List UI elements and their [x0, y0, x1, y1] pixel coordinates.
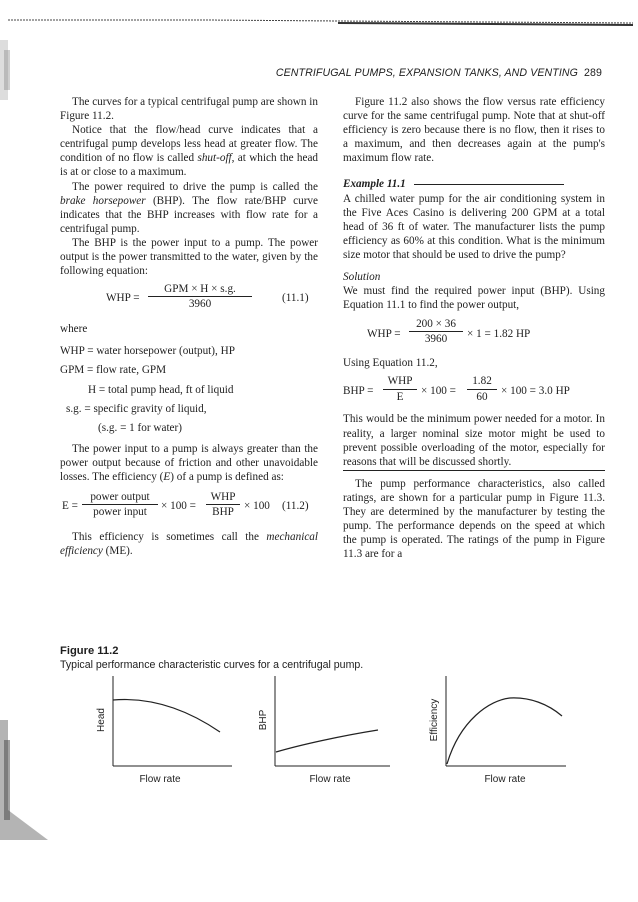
equation-number: (11.1) [282, 292, 309, 305]
where-label: where [60, 323, 88, 336]
paragraph: The pump performance characteristics, also called ratings, are shown for a particular pump in Figure 11.3. They are determined by the manufacturer by testing the pump. The performance depends on the speed at which the pump is operated. The ratings of the pump in Figure 11.3 are for a [343, 477, 605, 561]
paragraph: Notice that the flow/head curve indicates that a centrifugal pump develops less head at greater flow. The condition of no flow is called shut-off, at which the head is at or close to a maximum. [60, 124, 318, 179]
figure-caption: Typical performance characteristic curves for a centrifugal pump. [60, 659, 364, 671]
x-axis-label: Flow rate [139, 774, 181, 785]
right-column [343, 95, 605, 561]
definition-item: H = total pump head, ft of liquid [88, 383, 234, 396]
using-equation-label: Using Equation 11.2, [343, 357, 438, 370]
equation-number: (11.2) [282, 500, 309, 513]
example-text: A chilled water pump for the air conditioning system in the Five Aces Casino is delivering 200 GPM at a total head of 36 ft of water. The manufacturer lists the pump efficiency as 60% at this condition. What is the minimum size motor that should be used to drive the pump? [343, 192, 605, 261]
solution-text: We must find the required power input (BHP). Using Equation 11.1 to find the power output, [343, 285, 605, 312]
paragraph: The power input to a pump is always greater than the power output because of friction and other unavoidable losses. The efficiency (E) of a pump is defined as: [60, 442, 318, 483]
left-column [60, 95, 318, 558]
paragraph: The BHP is the power input to a pump. The power output is the power transmitted to the water, given by the following equation: [60, 236, 318, 278]
x-axis-label: Flow rate [484, 774, 526, 785]
chart-bhp [258, 676, 390, 785]
definition-item: (s.g. = 1 for water) [98, 421, 182, 434]
definition-item: WHP = water horsepower (output), HP [60, 345, 235, 358]
scan-top-rule [8, 12, 633, 26]
example-end-rule [343, 470, 605, 471]
definition-item: GPM = flow rate, GPM [60, 364, 167, 377]
bhp-curve [276, 730, 378, 752]
paragraph: This efficiency is sometimes call the mechanical efficiency (ME). [60, 531, 318, 558]
y-axis-label: Head [96, 708, 107, 732]
x-axis-label: Flow rate [309, 774, 351, 785]
figure-title: Figure 11.2 [60, 645, 119, 657]
equation-11-2: E = power output power input × 100 = WHP BHP × 100 (11.2) [62, 491, 309, 519]
paragraph: The power required to drive the pump is called the brake horsepower (BHP). The flow rate/BHP curve indicates that the BHP increases with flow rate for a centrifugal pump. [60, 180, 318, 235]
scan-edge-artifact-bottom [0, 720, 48, 840]
y-axis-label: BHP [258, 709, 269, 731]
example-heading: Example 11.1 [343, 177, 605, 191]
head-curve [113, 700, 220, 732]
calculation-whp: WHP = $\frac{200 \times 36}{3960}$ × 1 = 1.82 HP [367, 318, 531, 346]
running-head [270, 66, 602, 80]
y-axis-label: Efficiency [429, 698, 440, 742]
running-head-title: CENTRIFUGAL PUMPS, EXPANSION TANKS, AND VENTING [275, 67, 579, 79]
paragraph: This would be the minimum power needed for a motor. In reality, a larger nominal size motor might be used to prevent possible overloading of the motor, especially for reasons that will be discussed shortly. [343, 413, 605, 468]
scan-edge-artifact [0, 40, 28, 100]
chart-efficiency [429, 676, 566, 785]
calculation-bhp: BHP = WHP E × 100 = $\frac{1.82}{60}$ × 100 = 3.0 HP [343, 375, 570, 403]
definition-list [60, 344, 318, 434]
paragraph: The curves for a typical centrifugal pump are shown in Figure 11.2. [60, 96, 318, 123]
chart-head [96, 676, 232, 785]
equation-11-1: WHP = GPM × H × s.g. 3960 (11.1) [106, 283, 309, 311]
page-number: 289 [584, 67, 602, 79]
definition-item: s.g. = specific gravity of liquid, [66, 402, 207, 415]
paragraph: Figure 11.2 also shows the flow versus rate efficiency curve for the same centrifugal pump. Note that at shut-off efficiency is zero because there is no flow, then it rises to a maximum, and then decreases again at the pump's maximum flow rate. [343, 96, 605, 165]
solution-label: Solution [343, 271, 381, 284]
efficiency-curve [447, 698, 562, 764]
